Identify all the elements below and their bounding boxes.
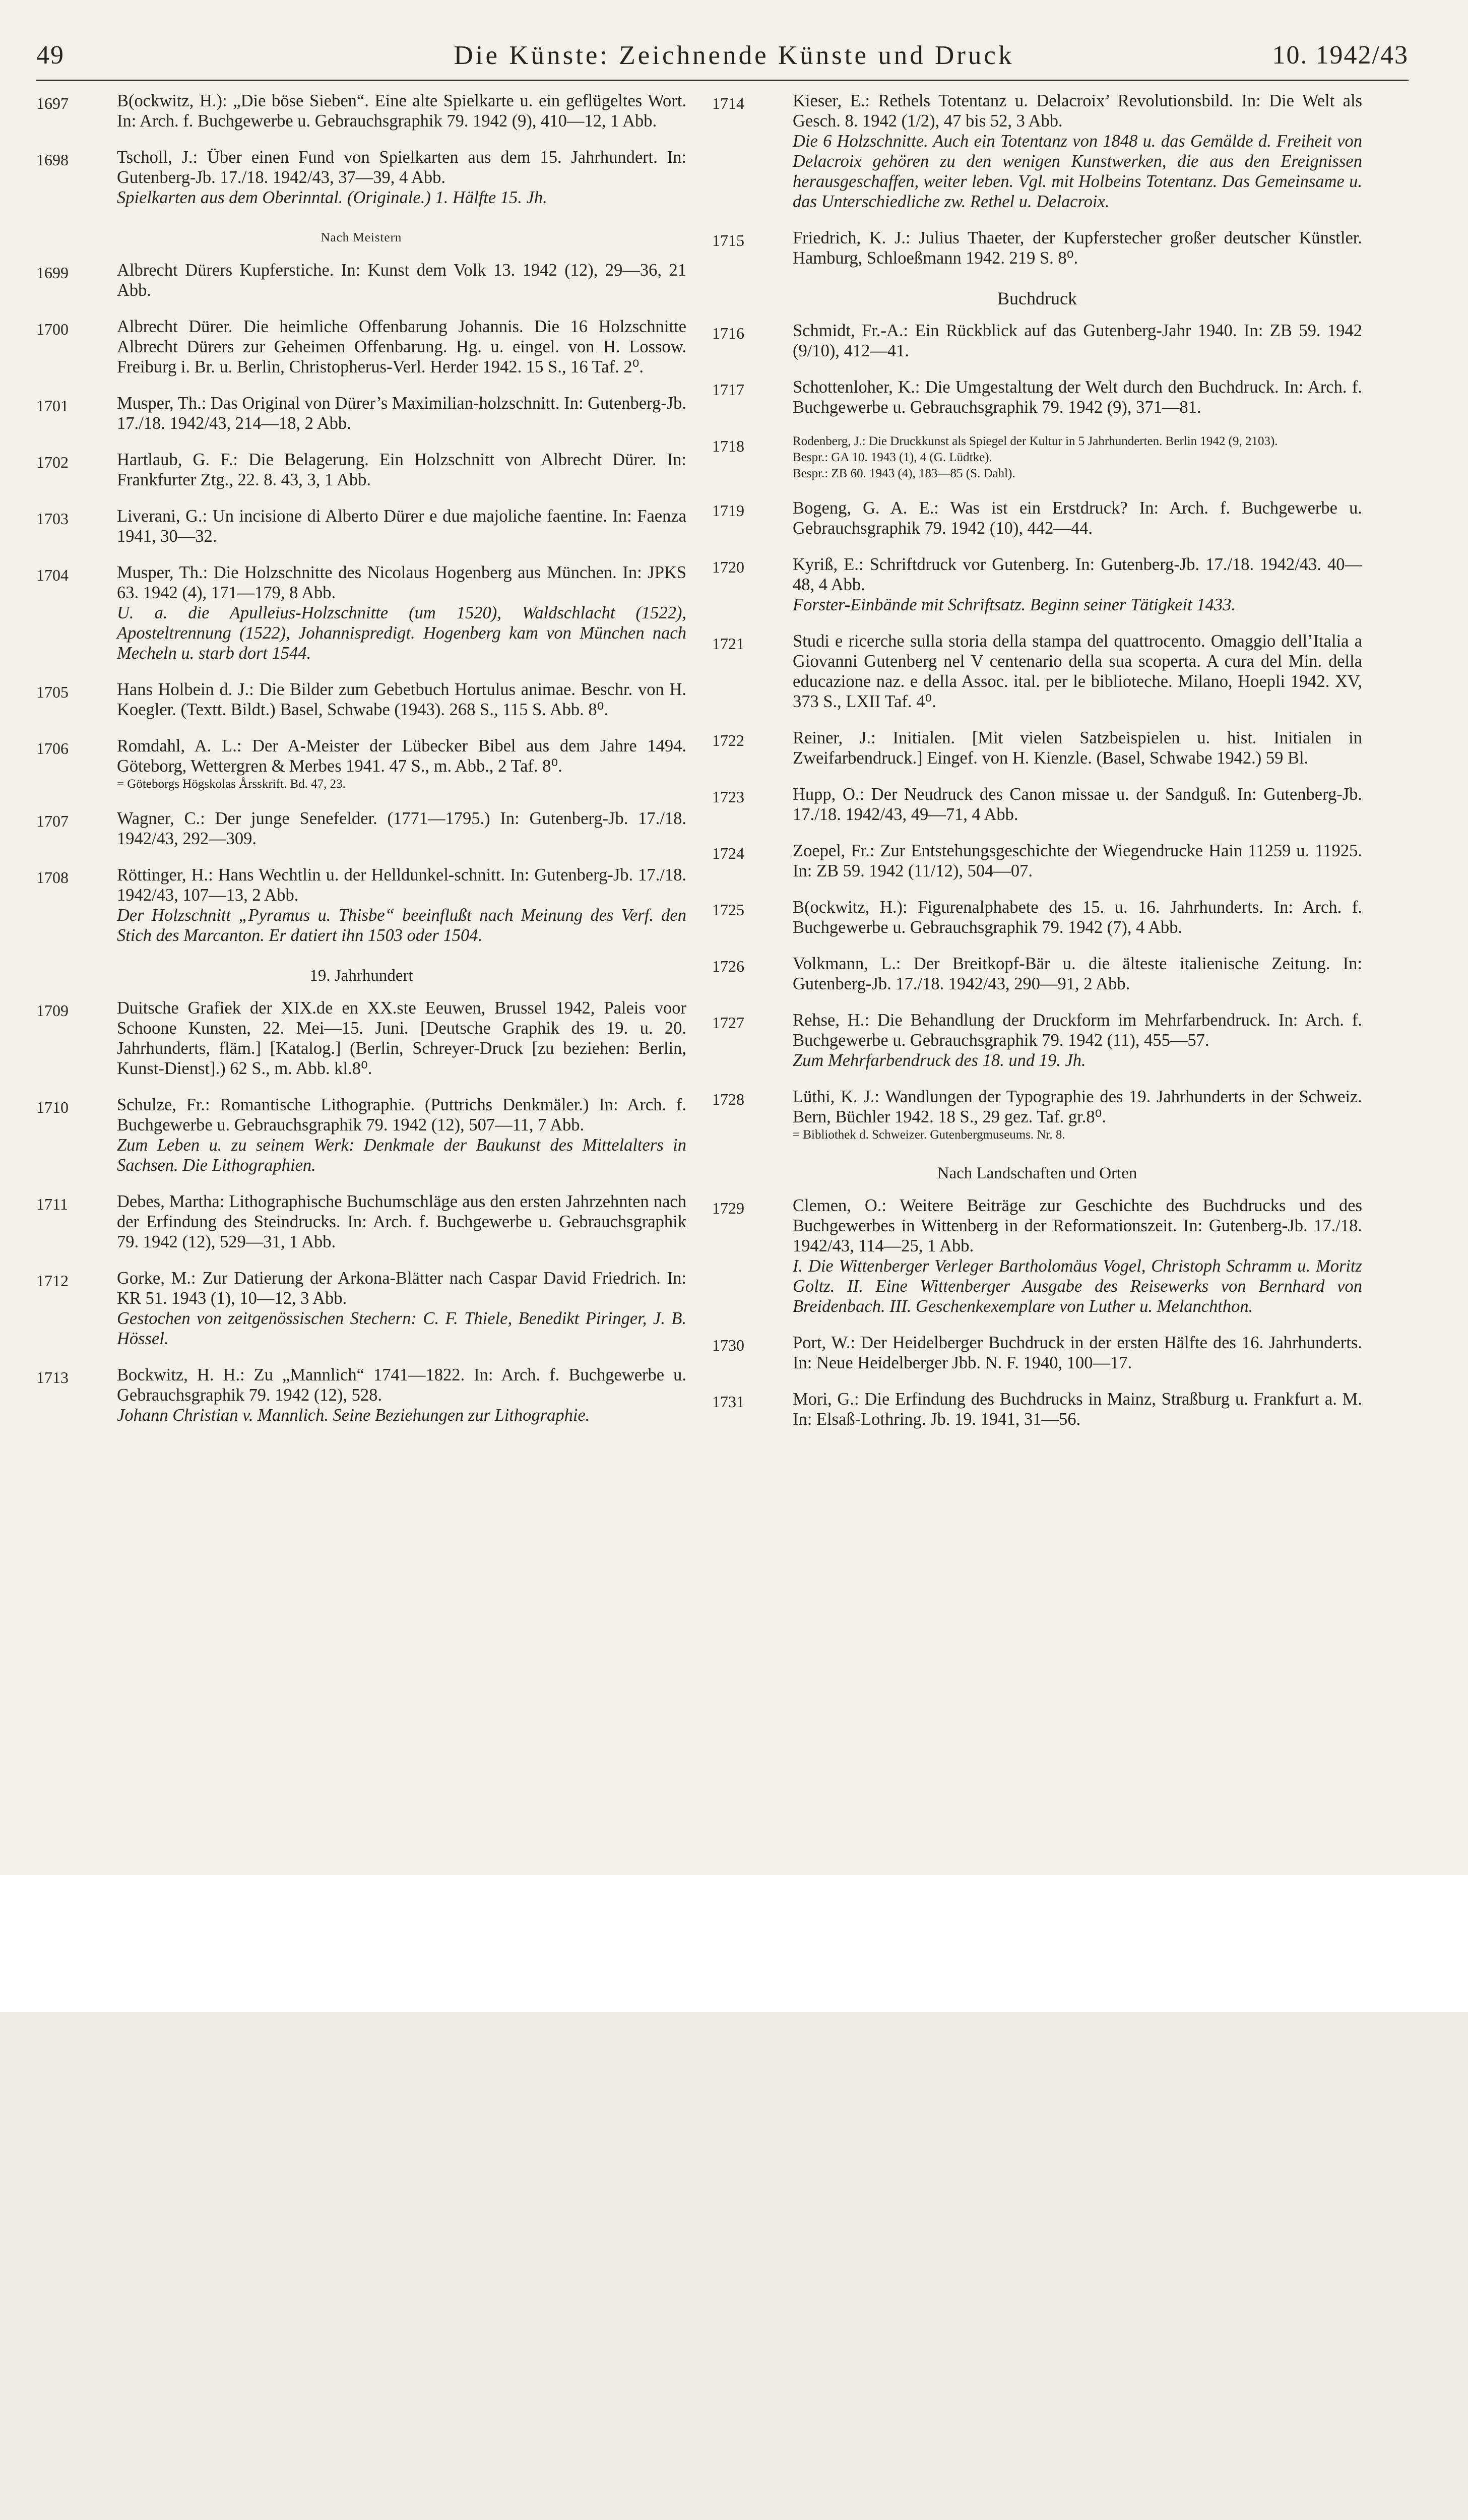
entry-number: 1722 [712,731,744,749]
page-title: Die Künste: Zeichnende Künste und Druck [454,41,1014,70]
bibliography-entry [36,317,686,377]
bibliography-entry [712,228,1362,268]
entry-citation: Albrecht Dürer. Die heimliche Offenbarung Johannis. Die 16 Holzschnitte Albrecht Dürers zur Geheimen Offenbarung. Hg. u. eingel. von H. Lossow. Freiburg i. Br. u. Berlin, Christopherus-Verl. Herder 1942. 15 S., 16 Taf. 2⁰. [117,317,686,376]
section-heading: Buchdruck [997,288,1077,308]
bibliography-entry [36,562,686,663]
entry-citation: Bockwitz, H. H.: Zu „Mannlich“ 1741—1822. In: Arch. f. Buchgewerbe u. Gebrauchsgraphik 79. 1942 (12), 528. [117,1365,686,1405]
entry-number: 1720 [712,558,744,576]
entry-number: 1701 [36,397,69,415]
bibliography-entry [36,1095,686,1175]
entry-citation: Hans Holbein d. J.: Die Bilder zum Gebetbuch Hortulus animae. Beschr. von H. Koegler. (Textt. Bildt.) Basel, Schwabe (1943). 268 S., 115 S. Abb. 8⁰. [117,680,686,719]
entry-number: 1724 [712,844,744,862]
entry-citation: B(ockwitz, H.): Figurenalphabete des 15. u. 16. Jahrhunderts. In: Arch. f. Buchgewerbe u. Gebrauchsgraphik 79. 1942 (7), 4 Abb. [793,898,1362,937]
entry-citation: Duitsche Grafiek der XIX.de en XX.ste Eeuwen, Brussel 1942, Paleis voor Schoone Kunsten, 22. Mei—15. Juni. [Deutsche Graphik des 19. u. 20. Jahrhunderts, fläm.] [Katalog.] (Berlin, Schreyer-Druck [zu beziehen: Berlin, Kunst-Dienst].) 62 S., m. Abb. kl.8⁰. [117,998,686,1078]
bibliography-entry [712,631,1362,712]
bibliography-entry [712,841,1362,881]
section-heading: 19. Jahrhundert [309,967,413,985]
entry-citation: Röttinger, H.: Hans Wechtlin u. der Helldunkel-schnitt. In: Gutenberg-Jb. 17./18. 1942/43, 107—13, 2 Abb. [117,865,686,905]
entry-number: 1697 [36,94,69,112]
entry-number: 1717 [712,381,744,399]
entry-number: 1709 [36,1001,69,1020]
entry-citation: Schulze, Fr.: Romantische Lithographie. (Puttrichs Denkmäler.) In: Arch. f. Buchgewerbe u. Gebrauchsgraphik 79. 1942 (12), 507—11, 7 Abb. [117,1095,686,1135]
bibliography-entry [36,1365,686,1425]
entry-number: 1729 [712,1199,744,1217]
entry-number: 1727 [712,1014,744,1032]
bibliography-entry [36,736,686,792]
entry-citation: Clemen, O.: Weitere Beiträge zur Geschichte des Buchdrucks und des Buchgewerbes in Wittenberg in der Reformationszeit. In: Gutenberg-Jb. 17./18. 1942/43, 114—25, 1 Abb. [793,1196,1362,1255]
entry-citation: Liverani, G.: Un incisione di Alberto Dürer e due majoliche faentine. In: Faenza 1941, 30—32. [117,507,686,546]
entry-citation: Debes, Martha: Lithographische Buchumschläge aus den ersten Jahrzehnten nach der Erfindung des Steindrucks. In: Arch. f. Buchgewerbe u. Gebrauchsgraphik 79. 1942 (12), 529—31, 1 Abb. [117,1192,686,1251]
entry-number: 1728 [712,1090,744,1108]
entry-number: 1721 [712,635,744,653]
bibliography-entry [712,1195,1362,1316]
entry-annotation: Gestochen von zeitgenössischen Stechern: C. F. Thiele, Benedikt Piringer, J. B. Hössel. [117,1309,686,1348]
entry-annotation: Der Holzschnitt „Pyramus u. Thisbe“ beeinflußt nach Meinung des Verf. den Stich des Marcanton. Er datiert ihn 1503 oder 1504. [117,906,686,945]
entry-number: 1712 [36,1272,69,1290]
entry-number: 1704 [36,566,69,584]
volume-label: 10. 1942/43 [1272,41,1409,70]
entry-citation: Friedrich, K. J.: Julius Thaeter, der Kupferstecher großer deutscher Künstler. Hamburg, Schloeßmann 1942. 219 S. 8⁰. [793,228,1362,268]
bibliography-entry [712,1010,1362,1070]
entry-number: 1699 [36,264,69,282]
entry-citation: Albrecht Dürers Kupferstiche. In: Kunst dem Volk 13. 1942 (12), 29—36, 21 Abb. [117,261,686,300]
bibliography-entry [36,91,686,131]
entry-series-note: = Bibliothek d. Schweizer. Gutenbergmuseums. Nr. 8. [793,1128,1065,1142]
entry-annotation: Johann Christian v. Mannlich. Seine Beziehungen zur Lithographie. [117,1406,590,1425]
bibliography-entry [36,808,686,849]
entry-annotation: Spielkarten aus dem Oberinntal. (Originale.) 1. Hälfte 15. Jh. [117,188,547,207]
bibliography-entry [36,260,686,300]
entry-series-note: = Göteborgs Högskolas Årsskrift. Bd. 47, 23. [117,777,346,791]
entry-number: 1715 [712,231,744,249]
bibliography-entry [36,998,686,1079]
entry-annotation: U. a. die Apulleius-Holzschnitte (um 1520), Waldschlacht (1522), Aposteltrennung (1522), Johannispredigt. Hogenberg kam von München nach Mecheln u. starb dort 1544. [117,603,686,663]
entry-citation: Tscholl, J.: Über einen Fund von Spielkarten aus dem 15. Jahrhundert. In: Gutenberg-Jb. 17./18. 1942/43, 37—39, 4 Abb. [117,148,686,187]
entry-number: 1725 [712,901,744,919]
bibliography-entry [36,865,686,946]
bibliography-entry [36,679,686,720]
entry-annotation: I. Die Wittenberger Verleger Bartholomäus Vogel, Christoph Schramm u. Moritz Goltz. II. Eine Wittenberger Ausgabe des Reisewerks von Bernhard von Breidenbach. III. Geschenkexemplare von Luther u. Melanchthon. [793,1256,1362,1316]
entry-annotation: Die 6 Holzschnitte. Auch ein Totentanz von 1848 u. das Gemälde d. Freiheit von Delacroix gehören zu den wenigen Kunstwerken, die aus den Ereignissen herausgeschaffen, weiter leben. Vgl. mit Holbeins Totentanz. Das Gemeinsame u. das Unterschiedliche zw. Rethel u. Delacroix. [793,132,1362,211]
entry-citation: Schottenloher, K.: Die Umgestaltung der Welt durch den Buchdruck. In: Arch. f. Buchgewerbe u. Gebrauchsgraphik 79. 1942 (9), 371—81. [793,377,1362,417]
header-rule [36,80,1409,81]
entry-citation: Port, W.: Der Heidelberger Buchdruck in der ersten Hälfte des 16. Jahrhunderts. In: Neue Heidelberger Jbb. N. F. 1940, 100—17. [793,1333,1362,1372]
entry-citation: Hartlaub, G. F.: Die Belagerung. Ein Holzschnitt von Albrecht Dürer. In: Frankfurter Ztg., 22. 8. 43, 3, 1 Abb. [117,450,686,489]
entry-citation: Schmidt, Fr.-A.: Ein Rückblick auf das Gutenberg-Jahr 1940. In: ZB 59. 1942 (9/10), 412—41. [793,321,1362,360]
entry-citation: Wagner, C.: Der junge Senefelder. (1771—1795.) In: Gutenberg-Jb. 17./18. 1942/43, 292—309. [117,809,686,848]
entry-citation: Lüthi, K. J.: Wandlungen der Typographie des 19. Jahrhunderts in der Schweiz. Bern, Büchler 1942. 18 S., 29 gez. Taf. gr.8⁰. [793,1087,1362,1126]
entry-citation: Musper, Th.: Die Holzschnitte des Nicolaus Hogenberg aus München. In: JPKS 63. 1942 (4), 171—179, 8 Abb. [117,563,686,602]
bibliography-entry [712,897,1362,937]
entry-number: 1698 [36,151,69,169]
entry-citation: B(ockwitz, H.): „Die böse Sieben“. Eine alte Spielkarte u. ein geflügeltes Wort. In: Arch. f. Buchgewerbe u. Gebrauchsgraphik 79. 1942 (9), 410—12, 1 Abb. [117,91,686,131]
bibliography-entry [712,784,1362,825]
bibliography-entry [712,498,1362,538]
entry-number: 1707 [36,812,69,830]
bibliography-entry [712,433,1362,482]
bibliography-entry [36,450,686,490]
bibliography-entry [712,1389,1362,1429]
entry-citation: Kyriß, E.: Schriftdruck vor Gutenberg. In: Gutenberg-Jb. 17./18. 1942/43. 40—48, 4 Abb. [793,555,1362,594]
bibliography-entry [712,91,1362,212]
entry-number: 1731 [712,1393,744,1411]
entry-annotation: Forster-Einbände mit Schriftsatz. Beginn seiner Tätigkeit 1433. [793,595,1236,614]
entry-citation: Zoepel, Fr.: Zur Entstehungsgeschichte der Wiegendrucke Hain 11259 u. 11925. In: ZB 59. 1942 (11/12), 504—07. [793,841,1362,880]
right-column [712,91,1362,1445]
entry-number: 1714 [712,94,744,112]
entry-number: 1719 [712,501,744,520]
entry-citation: Volkmann, L.: Der Breitkopf-Bär u. die älteste italienische Zeitung. In: Gutenberg-Jb. 17./18. 1942/43, 290—91, 2 Abb. [793,954,1362,993]
bibliography-entry [712,321,1362,361]
bibliography-entry [712,377,1362,417]
entry-number: 1708 [36,868,69,887]
bibliography-entry [36,393,686,433]
entry-annotation: Zum Leben u. zu seinem Werk: Denkmale der Baukunst des Mittelalters in Sachsen. Die Lithographien. [117,1136,686,1175]
bibliography-entry [36,506,686,546]
entry-annotation: Zum Mehrfarbendruck des 18. und 19. Jh. [793,1051,1086,1070]
entry-citation: Rodenberg, J.: Die Druckkunst als Spiegel der Kultur in 5 Jahrhunderten. Berlin 1942 (9, 2103). [793,434,1278,448]
entry-number: 1723 [712,788,744,806]
entry-series-note: Bespr.: GA 10. 1943 (1), 4 (G. Lüdtke). Bespr.: ZB 60. 1943 (4), 183—85 (S. Dahl). [793,451,1015,480]
entry-number: 1726 [712,957,744,975]
entry-number: 1702 [36,453,69,471]
entry-number: 1705 [36,683,69,701]
entry-number: 1700 [36,320,69,338]
bibliography-entry [36,1268,686,1349]
entry-citation: Hupp, O.: Der Neudruck des Canon missae u. der Sandguß. In: Gutenberg-Jb. 17./18. 1942/43, 49—71, 4 Abb. [793,785,1362,824]
entry-citation: Rehse, H.: Die Behandlung der Druckform im Mehrfarbendruck. In: Arch. f. Buchgewerbe u. Gebrauchsgraphik 79. 1942 (11), 455—57. [793,1011,1362,1050]
entry-number: 1711 [36,1195,68,1213]
left-column [36,91,686,1441]
section-heading: Nach Meistern [321,231,402,244]
entry-citation: Mori, G.: Die Erfindung des Buchdrucks in Mainz, Straßburg u. Frankfurt a. M. In: Elsaß-Lothring. Jb. 19. 1941, 31—56. [793,1390,1362,1429]
footer-bar [0,1875,1468,2012]
entry-citation: Reiner, J.: Initialen. [Mit vielen Satzbeispielen u. hist. Initialen in Zweifarbendruck.] Eingef. von H. Kienzle. (Basel, Schwabe 1942.) 59 Bl. [793,728,1362,768]
bibliography-entry [36,1191,686,1252]
entry-number: 1716 [712,324,744,342]
entry-number: 1706 [36,739,69,758]
bibliography-entry [712,728,1362,768]
entry-number: 1710 [36,1098,69,1116]
entry-citation: Bogeng, G. A. E.: Was ist ein Erstdruck? In: Arch. f. Buchgewerbe u. Gebrauchsgraphik 79. 1942 (10), 442—44. [793,498,1362,538]
bibliography-entry [712,554,1362,615]
entry-citation: Kieser, E.: Rethels Totentanz u. Delacroix’ Revolutionsbild. In: Die Welt als Gesch. 8. 1942 (1/2), 47 bis 52, 3 Abb. [793,91,1362,131]
bibliography-entry [712,1087,1362,1143]
page-number: 49 [36,41,65,70]
entry-number: 1718 [712,437,744,455]
section-heading: Nach Landschaften und Orten [937,1164,1137,1182]
entry-number: 1703 [36,510,69,528]
bibliography-entry [712,954,1362,994]
entry-number: 1713 [36,1368,69,1387]
bibliography-entry [712,1333,1362,1373]
entry-citation: Romdahl, A. L.: Der A-Meister der Lübecker Bibel aus dem Jahre 1494. Göteborg, Wettergren & Merbes 1941. 47 S., m. Abb., 2 Taf. 8⁰. [117,736,686,776]
entry-citation: Studi e ricerche sulla storia della stampa del quattrocento. Omaggio dell’Italia a Giovanni Gutenberg nel V centenario della sua scoperta. A cura del Min. della educazione naz. e della Assoc. ital. per le biblioteche. Milano, Hoepli 1942. XV, 373 S., LXII Taf. 4⁰. [793,632,1362,711]
entry-citation: Musper, Th.: Das Original von Dürer’s Maximilian-holzschnitt. In: Gutenberg-Jb. 17./18. 1942/43, 214—18, 2 Abb. [117,394,686,433]
entry-number: 1730 [712,1336,744,1354]
entry-citation: Gorke, M.: Zur Datierung der Arkona-Blätter nach Caspar David Friedrich. In: KR 51. 1943 (1), 10—12, 3 Abb. [117,1269,686,1308]
bibliography-entry [36,147,686,208]
